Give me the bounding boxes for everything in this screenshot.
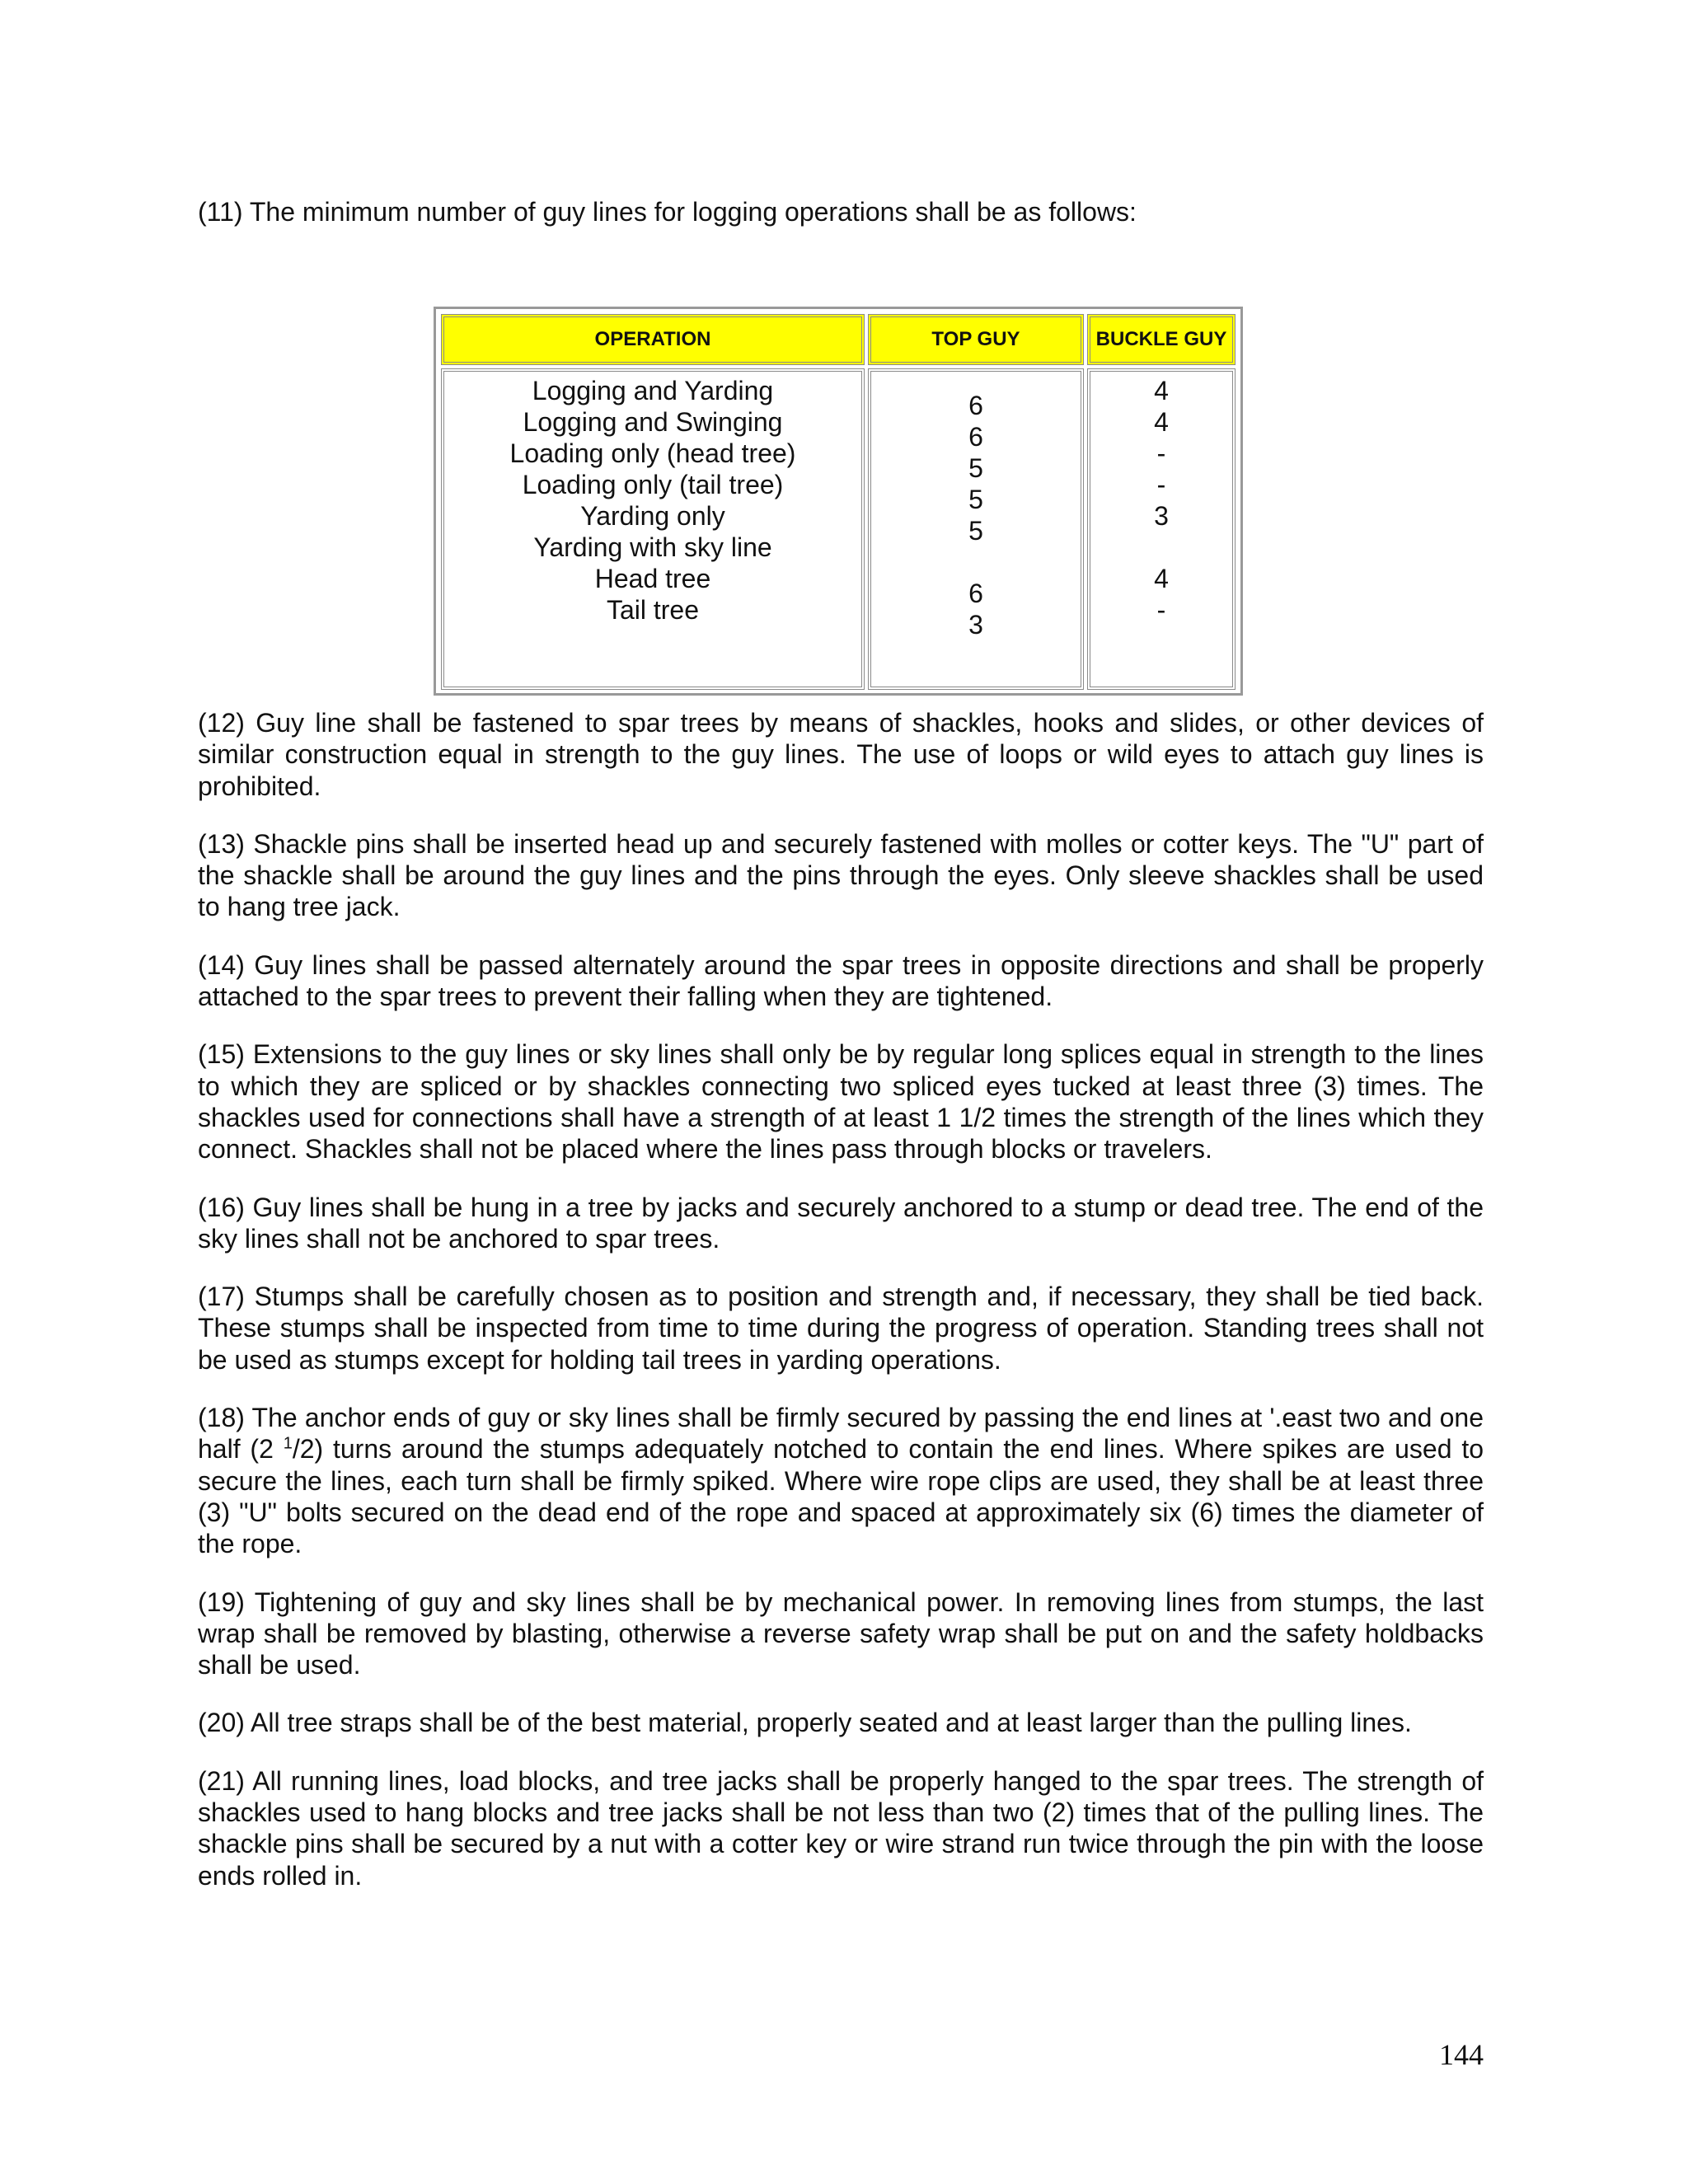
buckle-guy-cell: 4 <box>1154 376 1169 405</box>
top-guy-cell: 6 <box>968 391 983 420</box>
operation-cell: Logging and Yarding <box>532 376 774 405</box>
paragraph-13: (13) Shackle pins shall be inserted head up and securely fastened with molles or cotter keys. The "U" part of the shackle shall be around the guy lines and the pins through the eyes. Only sleeve shackles shall be used to hang tree jack. <box>198 828 1484 922</box>
paragraph-21: (21) All running lines, load blocks, and tree jacks shall be properly hanged to the spar trees. The strength of shackles used to hang blocks and tree jacks shall be not less than two (2) times that of the pulling lines. The shackle pins shall be secured by a nut with a cotter key or wire strand run twice through the pin with the loose ends rolled in. <box>198 1765 1484 1891</box>
top-guy-cell: 5 <box>968 453 983 483</box>
operation-cell: Loading only (head tree) <box>509 438 796 468</box>
operation-cell: Head tree <box>594 564 711 593</box>
operation-cell: Tail tree <box>606 595 700 625</box>
paragraph-18 <box>198 1402 1484 1559</box>
operation-cell: Logging and Swinging <box>523 407 783 437</box>
paragraph-18-part-a: (18) The anchor ends of guy or sky lines shall be firmly secured by passing the end lines at '.east two and one half (2 <box>198 1403 1484 1465</box>
top-guy-cell: 5 <box>968 516 983 546</box>
operation-cell: Yarding with sky line <box>533 532 772 562</box>
paragraph-15: (15) Extensions to the guy lines or sky lines shall only be by regular long splices equal in strength to the lines to which they are spliced or by shackles connecting two spliced eyes tucked at least three (3) times. The shackles used for connections shall have a strength of at least 1 1/2 times the strength of the lines which they connect. Shackles shall not be placed where the lines pass through blocks or travelers. <box>198 1039 1484 1165</box>
paragraph-12: (12) Guy line shall be fastened to spar trees by means of shackles, hooks and slides, or other devices of similar construction equal in strength to the guy lines. The use of loops or wild eyes to attach guy lines is prohibited. <box>198 708 1484 801</box>
operation-cell: Loading only (tail tree) <box>522 470 784 499</box>
paragraph-18-part-b: /2) turns around the stumps adequately notched to contain the end lines. Where spikes are used to secure the lines, each turn shall be firmly spiked. Where wire rope clips are used, they shall be at least three (3) "U" bolts secured on the dead end of the rope and spaced at approximately six (6) times the diameter of the rope. <box>198 1434 1484 1559</box>
buckle-guy-cell: 3 <box>1154 501 1169 531</box>
paragraph-16: (16) Guy lines shall be hung in a tree by jacks and securely anchored to a stump or dead tree. The end of the sky lines shall not be anchored to spar trees. <box>198 1192 1484 1254</box>
header-buckle-guy: BUCKLE GUY <box>1087 314 1236 365</box>
buckle-guy-cell: - <box>1156 438 1166 468</box>
top-guy-cell: 5 <box>968 485 983 514</box>
top-guy-cell: 3 <box>968 610 983 640</box>
paragraph-19: (19) Tightening of guy and sky lines shall be by mechanical power. In removing lines from stumps, the last wrap shall be removed by blasting, otherwise a reverse safety wrap shall be put on and the safety holdbacks shall be used. <box>198 1586 1484 1680</box>
paragraph-18-superscript: 1 <box>283 1434 293 1453</box>
paragraph-14: (14) Guy lines shall be passed alternately around the spar trees in opposite directions and shall be properly attached to the spar trees to prevent their falling when they are tightened. <box>198 949 1484 1012</box>
paragraph-17: (17) Stumps shall be carefully chosen as to position and strength and, if necessary, they shall be tied back. These stumps shall be inspected from time to time during the progress of operation. Standing trees shall not be used as stumps except for holding tail trees in yarding operations. <box>198 1282 1484 1375</box>
top-guy-cell: 6 <box>968 579 983 608</box>
header-top-guy: TOP GUY <box>868 314 1084 365</box>
buckle-guy-cell: - <box>1156 470 1166 499</box>
operation-cell: Yarding only <box>580 501 725 531</box>
top-guy-cell: 6 <box>968 422 983 452</box>
intro-paragraph: (11) The minimum number of guy lines for logging operations shall be as follows: <box>198 197 1137 227</box>
buckle-guy-cell: 4 <box>1154 407 1169 437</box>
header-operation: OPERATION <box>441 314 865 365</box>
page-number: 144 <box>1439 2038 1484 2071</box>
buckle-guy-cell: 4 <box>1154 564 1169 593</box>
buckle-guy-cell <box>1090 532 1232 563</box>
top-guy-column <box>868 368 1084 690</box>
paragraph-20: (20) All tree straps shall be of the best material, properly seated and at least larger than the pulling lines. <box>198 1708 1412 1738</box>
regulation-paragraphs <box>198 707 1484 1918</box>
operation-column <box>441 368 865 690</box>
guy-lines-table <box>434 307 1243 696</box>
top-guy-cell <box>871 546 1081 578</box>
buckle-guy-column <box>1087 368 1236 690</box>
buckle-guy-cell: - <box>1156 595 1166 625</box>
